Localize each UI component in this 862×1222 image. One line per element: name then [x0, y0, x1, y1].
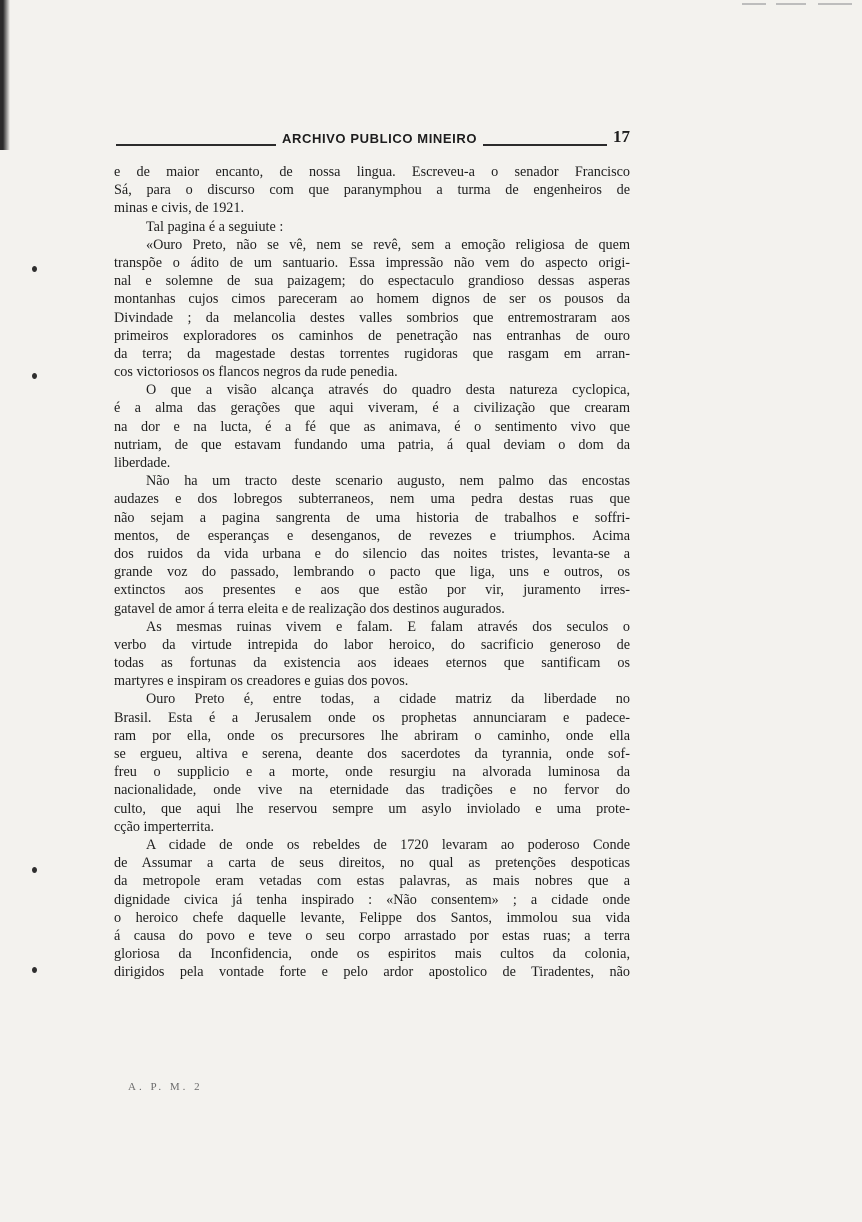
text-line: Não ha um tracto deste scenario augusto, nem palmo das encostas: [146, 473, 630, 490]
text-line: e de maior encanto, de nossa lingua. Escreveu-a o senador Francisco: [114, 164, 630, 180]
text-line: de Assumar a carta de seus direitos, no qual as pretenções despoticas: [114, 855, 630, 872]
text-line: o heroico chefe daquelle levante, Felippe dos Santos, immolou sua vida: [114, 909, 630, 926]
text-line: dirigidos pela vontade forte e pelo ardor apostolico de Tiradentes, não: [114, 964, 630, 981]
text-line: cção imperterrita.: [114, 818, 215, 835]
running-header: [116, 127, 630, 153]
text-line: A cidade de onde os rebeldes de 1720 levaram ao poderoso Conde: [146, 836, 630, 853]
binding-shadow: [0, 0, 14, 150]
text-line: dignidade civica já tenha inspirado : «Não consentem» ; a cidade onde: [114, 891, 630, 908]
text-line: Sá, para o discurso com que paranymphou a turma de engenheiros de: [114, 182, 630, 199]
text-line: nal e solemne de sua paizagem; do espectaculo grandioso dessas asperas: [114, 273, 630, 290]
text-line: nacionalidade, onde vive na eternidade das tradições e no fervor do: [114, 782, 630, 799]
text-line: é a alma das gerações que aqui viveram, é a civilização que crearam: [114, 400, 630, 417]
page-number: 17: [607, 127, 630, 147]
text-line: gatavel de amor á terra eleita e de realização dos destinos augurados.: [114, 600, 505, 617]
text-line: Brasil. Esta é a Jerusalem onde os prophetas annunciaram e padece-: [114, 709, 630, 726]
text-line: Ouro Preto é, entre todas, a cidade matriz da liberdade no: [146, 691, 630, 708]
text-line: mentos, de esperanças e desenganos, de revezes e triumphos. Acima: [114, 527, 630, 544]
punch-hole: [32, 867, 37, 873]
text-line: primeiros exploradores os caminhos de penetração nas entranhas de ouro: [114, 327, 630, 344]
text-line: ram por ella, onde os precursores lhe abriram o caminho, onde ella: [114, 727, 630, 744]
punch-hole: [32, 373, 37, 379]
punch-hole: [32, 967, 37, 973]
text-line: transpõe o ádito de um santuario. Essa impressão não vem do aspecto origi-: [114, 254, 630, 271]
text-line: extinctos aos presentes e aos que estão por vir, juramento irres-: [114, 582, 630, 599]
scan-mark: [776, 3, 806, 5]
text-line: á causa do povo e teve o seu corpo arrastado por estas ruas; a terra: [114, 927, 630, 944]
text-line: O que a visão alcança através do quadro desta natureza cyclopica,: [146, 382, 630, 399]
text-line: culto, que aqui lhe reservou sempre um asylo inviolado e uma prote-: [114, 800, 630, 817]
text-line: cos victoriosos os flancos negros da rude penedia.: [114, 364, 398, 381]
text-line: grande voz do passado, lembrando o pacto que liga, uns e outros, os: [114, 564, 630, 581]
text-line: minas e civis, de 1921.: [114, 200, 245, 217]
scan-mark: [742, 3, 766, 5]
header-title: ARCHIVO PUBLICO MINEIRO: [276, 131, 483, 146]
text-line: As mesmas ruinas vivem e falam. E falam através dos seculos o: [146, 618, 630, 635]
text-line: liberdade.: [114, 455, 171, 471]
text-line: martyres e inspiram os creadores e guias dos povos.: [114, 673, 409, 690]
text-line: todas as fortunas da existencia aos ideaes eternos que santificam os: [114, 655, 630, 672]
text-line: audazes e dos lobregos subterraneos, nem uma pedra destas ruas que: [114, 491, 630, 508]
text-line: dos ruidos da vida urbana e do silencio das noites tristes, levanta-se a: [114, 545, 630, 562]
punch-hole: [32, 266, 37, 272]
text-line: da metropole eram vetadas com estas palavras, as mais nobres que a: [114, 873, 630, 890]
text-line: da terra; da magestade destas torrentes rugidoras que rasgam em arran-: [114, 345, 630, 362]
printer-signature: A. P. M. 2: [128, 1081, 203, 1093]
text-line: na dor e na lucta, é a fé que as animava, é o sentimento vivo que: [114, 418, 630, 435]
text-line: «Ouro Preto, não se vê, nem se revê, sem a emoção religiosa de quem: [146, 236, 630, 253]
text-line: verbo da virtude intrepida do labor heroico, do sacrificio generoso de: [114, 636, 630, 653]
text-line: freu o supplicio e a morte, onde resurgiu na alvorada luminosa da: [114, 764, 630, 781]
scan-mark: [818, 3, 852, 5]
text-line: montanhas cujos cimos pareceram ao homem dignos de ser os pousos da: [114, 291, 630, 308]
text-line: se ergueu, altiva e serena, deante dos sacerdotes da tyrannia, onde sof-: [114, 746, 630, 762]
text-line: Tal pagina é a seguiute :: [146, 218, 284, 235]
text-line: Divindade ; da melancolia destes valles sombrios que entremostraram aos: [114, 309, 630, 326]
text-line: nutriam, de que estavam fundando uma patria, á qual deviam o dom da: [114, 436, 630, 453]
text-line: não sejam a pagina sangrenta de uma historia de trabalhos e soffri-: [114, 509, 630, 526]
body-text: [114, 163, 630, 981]
text-line: gloriosa da Inconfidencia, onde os espiritos mais cultos da colonia,: [114, 946, 630, 963]
